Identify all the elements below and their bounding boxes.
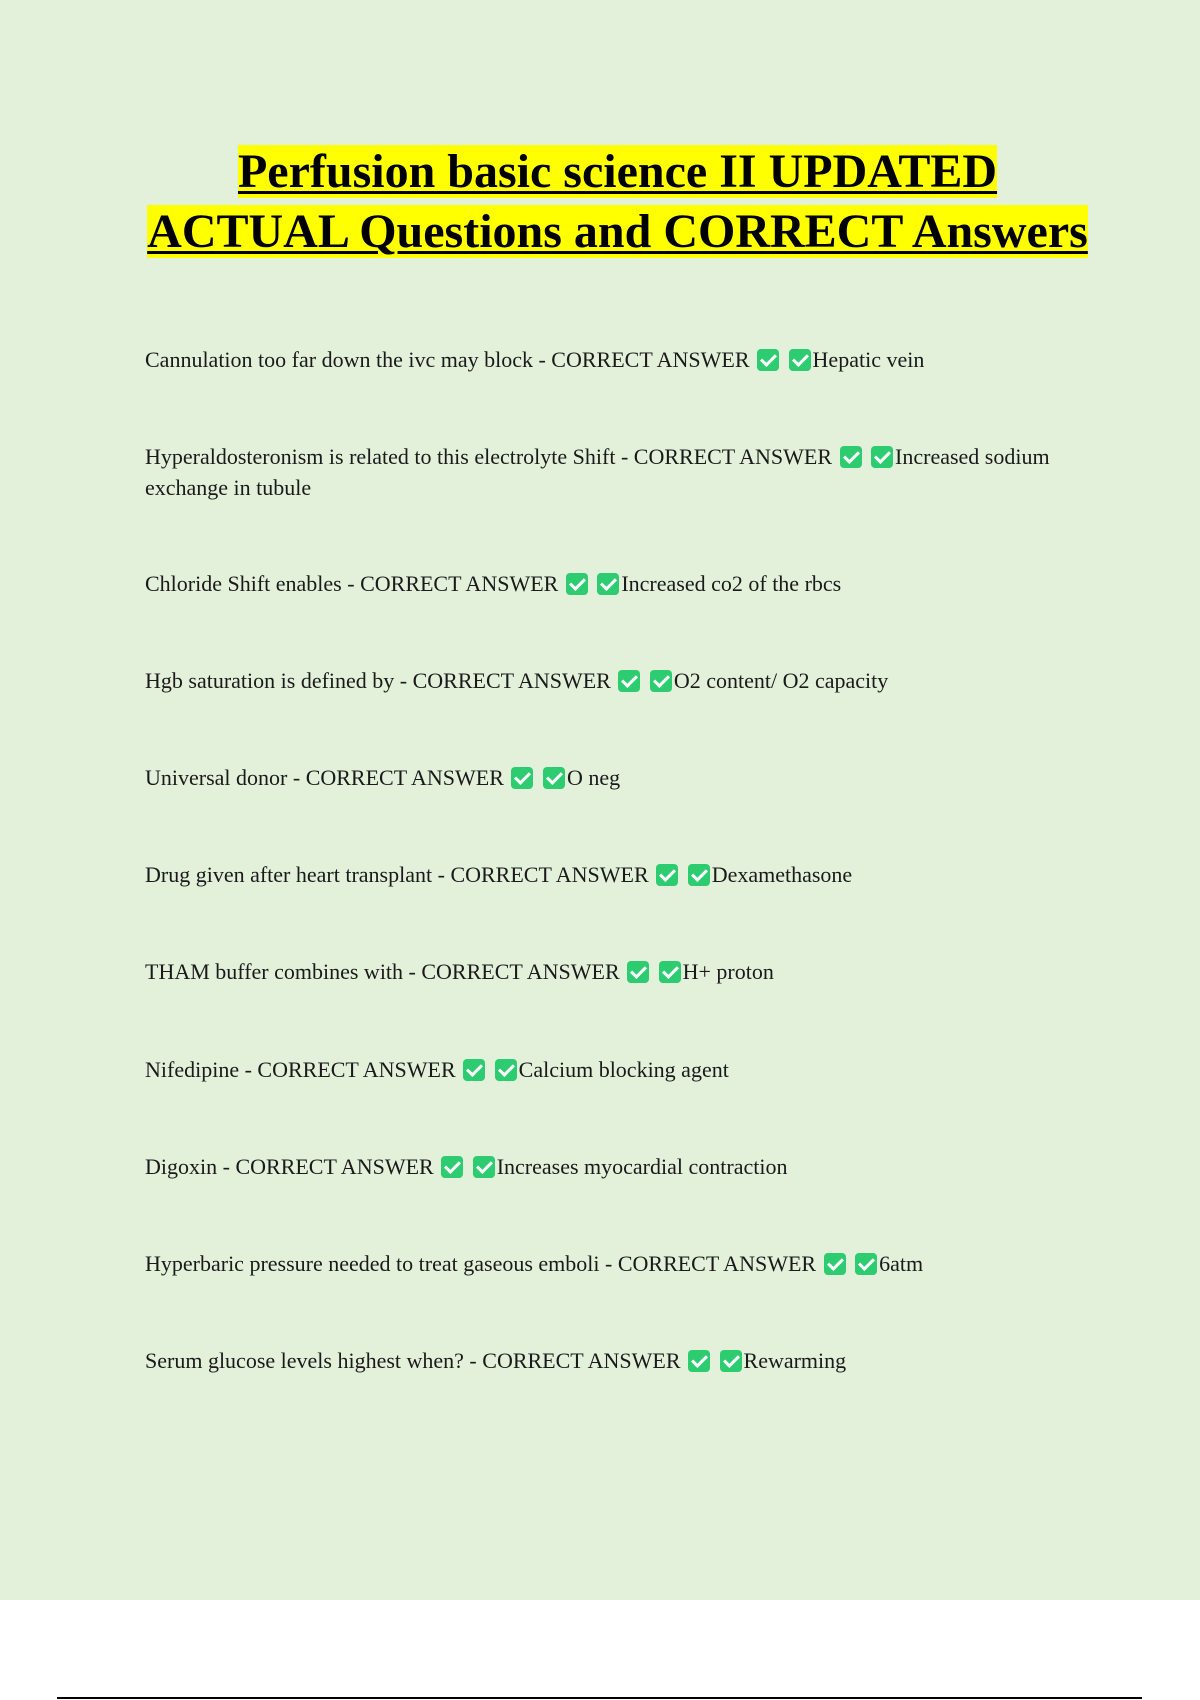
check-mark-icon xyxy=(656,864,678,886)
qa-item xyxy=(145,956,1065,987)
qa-item xyxy=(145,1345,1065,1376)
check-mark-icon xyxy=(463,1059,485,1081)
qa-item xyxy=(145,1054,1065,1085)
answer-text: Calcium blocking agent xyxy=(518,1057,729,1082)
answer-marker: CORRECT ANSWER xyxy=(617,1251,817,1276)
answer-marker: CORRECT ANSWER xyxy=(257,1057,456,1082)
answer-text: Hepatic vein xyxy=(812,347,925,372)
answer-text: Dexamethasone xyxy=(711,862,853,887)
question-text: Drug given after heart transplant - xyxy=(145,862,451,887)
check-mark-icon xyxy=(789,349,811,371)
title-text: Perfusion basic science II UPDATED ACTUAL Questions and CORRECT Answers xyxy=(147,145,1088,258)
qa-item xyxy=(145,1151,1065,1182)
answer-marker: CORRECT ANSWER xyxy=(633,444,833,469)
qa-item xyxy=(145,859,1065,890)
question-text: Nifedipine - xyxy=(145,1057,258,1082)
document-title xyxy=(140,142,1095,262)
question-text: Cannulation too far down the ivc may block - xyxy=(145,347,552,372)
question-text: Hyperaldosteronism is related to this electrolyte Shift - xyxy=(145,444,634,469)
qa-item xyxy=(145,441,1065,503)
check-mark-icon xyxy=(659,961,681,983)
check-mark-icon xyxy=(543,767,565,789)
footer-divider xyxy=(57,1697,1142,1699)
check-mark-icon xyxy=(757,349,779,371)
check-mark-icon xyxy=(650,670,672,692)
answer-text: O neg xyxy=(566,765,621,790)
question-text: Universal donor - xyxy=(145,765,306,790)
question-text: Hgb saturation is defined by - xyxy=(145,668,413,693)
question-text: Serum glucose levels highest when? - xyxy=(145,1348,483,1373)
qa-item xyxy=(145,344,1065,375)
answer-marker: CORRECT ANSWER xyxy=(551,347,750,372)
answer-text: Increased sodium exchange in tubule xyxy=(145,444,1050,500)
answer-marker: CORRECT ANSWER xyxy=(412,668,611,693)
answer-text: Increased co2 of the rbcs xyxy=(621,571,842,596)
answer-marker: CORRECT ANSWER xyxy=(360,571,559,596)
answer-text: Increases myocardial contraction xyxy=(496,1154,788,1179)
check-mark-icon xyxy=(855,1253,877,1275)
check-mark-icon xyxy=(688,1350,710,1372)
question-text: Chloride Shift enables - xyxy=(145,571,361,596)
check-mark-icon xyxy=(495,1059,517,1081)
answer-marker: CORRECT ANSWER xyxy=(450,862,649,887)
check-mark-icon xyxy=(627,961,649,983)
answer-text: O2 content/ O2 capacity xyxy=(673,668,889,693)
question-text: Digoxin - xyxy=(145,1154,236,1179)
qa-item xyxy=(145,762,1065,793)
check-mark-icon xyxy=(824,1253,846,1275)
answer-marker: CORRECT ANSWER xyxy=(305,765,504,790)
answer-text: Rewarming xyxy=(743,1348,847,1373)
check-mark-icon xyxy=(840,446,862,468)
qa-item xyxy=(145,1248,1065,1279)
answer-text: H+ proton xyxy=(682,959,774,984)
qa-item xyxy=(145,665,1065,696)
qa-item xyxy=(145,568,1065,599)
check-mark-icon xyxy=(511,767,533,789)
answer-marker: CORRECT ANSWER xyxy=(482,1348,681,1373)
answer-text: 6atm xyxy=(879,1251,924,1276)
check-mark-icon xyxy=(566,573,588,595)
check-mark-icon xyxy=(473,1156,495,1178)
answer-marker: CORRECT ANSWER xyxy=(235,1154,434,1179)
check-mark-icon xyxy=(688,864,710,886)
check-mark-icon xyxy=(441,1156,463,1178)
check-mark-icon xyxy=(618,670,640,692)
check-mark-icon xyxy=(871,446,893,468)
answer-marker: CORRECT ANSWER xyxy=(421,959,620,984)
check-mark-icon xyxy=(720,1350,742,1372)
question-text: THAM buffer combines with - xyxy=(145,959,422,984)
check-mark-icon xyxy=(597,573,619,595)
question-text: Hyperbaric pressure needed to treat gaseous emboli - xyxy=(145,1251,618,1276)
